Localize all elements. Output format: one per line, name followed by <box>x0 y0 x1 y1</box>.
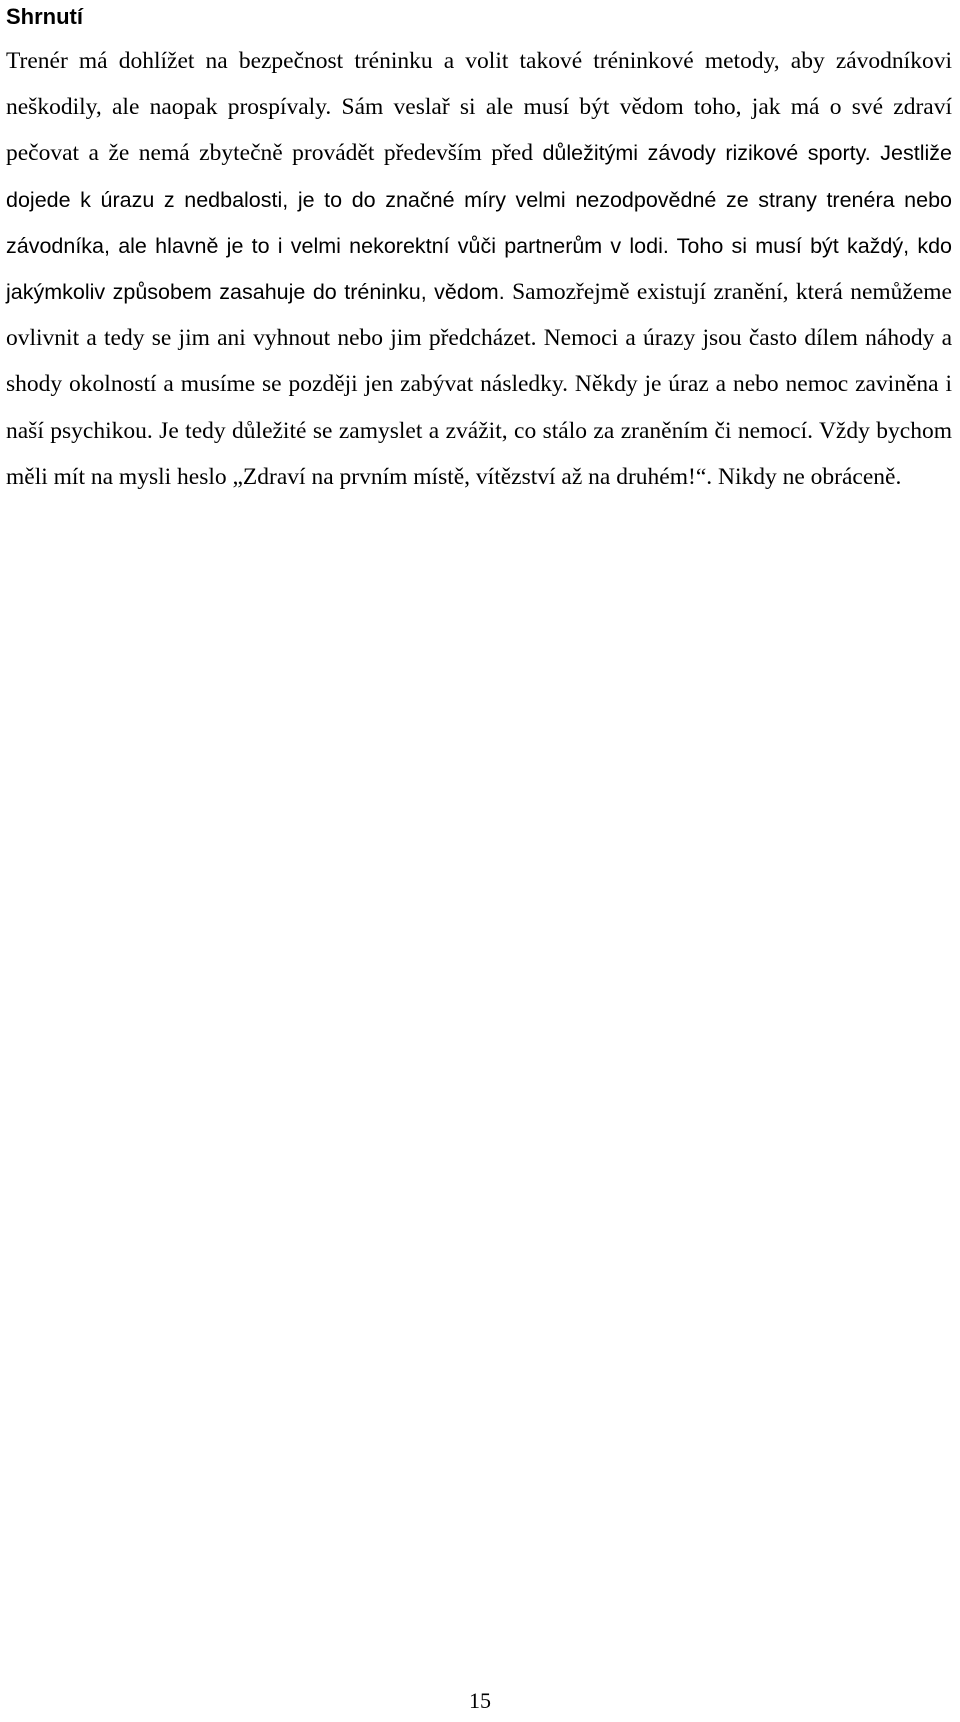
page-number: 15 <box>469 1688 491 1713</box>
summary-paragraph <box>6 38 952 500</box>
paragraph-part-2: důležitými závody rizikové sporty. Jestliže dojede k úrazu z nedbalosti, je to do značné míry velmi nezodpovědné ze strany trenéra nebo závodníka, ale hlavně je to i velmi nekorektní vůči partnerům v lodi. Toho si musí být každý, kdo jakýmkoliv způsobem zasahuje do tréninku, vědom. <box>6 141 952 305</box>
paragraph-part-3: Samozřejmě existují zranění, která nemůžeme ovlivnit a tedy se jim ani vyhnout nebo jim předcházet. Nemoci a úrazy jsou často dílem náhody a shody okolností a musíme se později jen zabývat následky. Někdy je úraz a nebo nemoc zaviněna i naší psychikou. Je tedy důležité se zamyslet a zvážit, co stálo za zraněním či nemocí. Vždy bychom měli mít na mysli heslo „Zdraví na prvním místě, vítězství až na druhém!“. Nikdy ne obráceně. <box>6 279 952 490</box>
paragraph-part-1: Trenér má dohlížet na bezpečnost tréninku a volit takové tréninkové metody, aby závodníkovi neškodily, ale naopak prospívaly. Sám veslař si ale musí být vědom toho, jak má o své zdraví pečovat a že nemá zbytečně provádět především před <box>6 48 952 167</box>
section-heading: Shrnutí <box>6 4 83 29</box>
